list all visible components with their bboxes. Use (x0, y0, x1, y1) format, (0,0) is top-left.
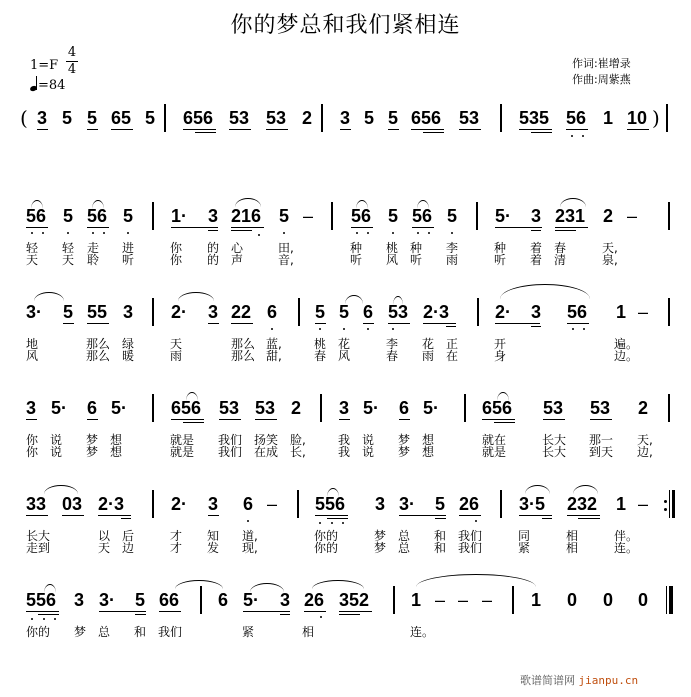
dash: – (267, 494, 278, 514)
note: 5 (364, 108, 375, 128)
note: 56 (566, 108, 587, 128)
note: 5 (435, 494, 446, 514)
note: 6 (87, 398, 98, 418)
lyric: 梦 (398, 433, 411, 447)
note: 56 (87, 206, 108, 226)
watermark-en: jianpu.cn (578, 674, 639, 687)
note: 53 (266, 108, 287, 128)
lyric: 梦 (86, 445, 99, 459)
lyric: 走 (87, 241, 100, 255)
composer: 作曲:周紫燕 (572, 73, 631, 86)
note: 2·3 (98, 494, 125, 514)
lyric: 想 (422, 433, 435, 447)
bar-line (297, 490, 299, 518)
lyric: 种 (494, 241, 507, 255)
note: 6 (363, 302, 374, 322)
lyric: 后 (122, 529, 135, 543)
note: 3 (37, 108, 48, 128)
note: 5 (135, 590, 146, 610)
note: 5· (423, 398, 440, 418)
lyric: 你 (26, 445, 39, 459)
bar-line (500, 490, 502, 518)
lyric: 道, (242, 529, 258, 543)
lyric: 的 (207, 253, 220, 267)
credits (572, 56, 631, 88)
dash: – (638, 494, 649, 514)
note: 53 (590, 398, 611, 418)
repeat-end-bar (672, 490, 675, 518)
lyric: 我们 (218, 433, 243, 447)
lyric: 总 (98, 625, 111, 639)
note: 5 (388, 108, 399, 128)
song-title: 你的梦总和我们紧相连 (230, 13, 461, 38)
note: 56 (567, 302, 588, 322)
lyric: 才 (170, 541, 183, 555)
lyric: 种 (350, 241, 363, 255)
lyric: 天 (98, 541, 111, 555)
lyric: 紧 (518, 541, 531, 555)
note: 5 (339, 302, 350, 322)
lyric: 走到 (26, 541, 51, 555)
bar-line (152, 202, 154, 230)
note: 53 (388, 302, 409, 322)
key-signature: 1=F (30, 58, 59, 73)
lyric: 天 (26, 253, 39, 267)
lyric: 发 (207, 541, 220, 555)
lyric: 着 (530, 253, 543, 267)
lyric: 那么 (231, 349, 256, 363)
lyric: 紧 (242, 625, 255, 639)
note: 1 (531, 590, 542, 610)
lyric: 李 (446, 241, 459, 255)
lyric: 暖 (122, 349, 135, 363)
lyric: 你的 (26, 625, 51, 639)
note: 3·5 (519, 494, 546, 514)
lyric: 你的 (314, 541, 339, 555)
note: 5 (388, 206, 399, 226)
lyric: 春 (386, 349, 399, 363)
note: 5· (111, 398, 128, 418)
bar-line (164, 104, 166, 132)
note: 3 (208, 206, 219, 226)
note: 232 (567, 494, 598, 514)
note: 5 (279, 206, 290, 226)
note: 1 (616, 494, 627, 514)
lyric: 说 (50, 445, 63, 459)
lyric: 我 (338, 445, 351, 459)
lyric: 和 (134, 625, 147, 639)
time-signature-top: 4 (67, 45, 77, 60)
note: 535 (519, 108, 550, 128)
note: 2 (638, 398, 649, 418)
note: 3 (26, 398, 37, 418)
dash: – (638, 302, 649, 322)
lyric: 才 (170, 529, 183, 543)
note: 26 (459, 494, 480, 514)
lyric: 你 (170, 253, 183, 267)
lyric: 轻 (26, 241, 39, 255)
lyric: 风 (26, 349, 39, 363)
note: 656 (482, 398, 513, 418)
lyric: 听 (122, 253, 135, 267)
bar-line (152, 298, 154, 326)
note: 65 (111, 108, 132, 128)
note: 5 (87, 108, 98, 128)
lyric: 扬笑 (254, 433, 279, 447)
lyric: 声 (231, 253, 244, 267)
lyric: 想 (422, 445, 435, 459)
note: 2 (291, 398, 302, 418)
lyric: 那么 (86, 337, 111, 351)
lyric: 春 (554, 241, 567, 255)
note: 53 (459, 108, 480, 128)
lyric: 边。 (614, 349, 639, 363)
lyric: 田, (278, 241, 294, 255)
lyric: 总 (398, 529, 411, 543)
lyric: 春 (314, 349, 327, 363)
lyric: 那一 (589, 433, 614, 447)
note: 656 (183, 108, 214, 128)
note: 2· (495, 302, 512, 322)
dash: – (435, 590, 446, 610)
lyric: 正 (446, 337, 459, 351)
lyric: 就是 (170, 433, 195, 447)
note: 556 (315, 494, 346, 514)
lyric: 边, (637, 445, 653, 459)
lyric: 雨 (170, 349, 183, 363)
note: 2 (302, 108, 313, 128)
note: 53 (219, 398, 240, 418)
note: 352 (339, 590, 370, 610)
note: 3 (339, 398, 350, 418)
note: 0 (603, 590, 614, 610)
bar-line (152, 490, 154, 518)
lyric: 聆 (87, 253, 100, 267)
lyric: 桃 (386, 241, 399, 255)
bar-line (152, 394, 154, 422)
note: 03 (62, 494, 83, 514)
bar-line (668, 202, 670, 230)
lyric: 清 (554, 253, 567, 267)
note: 2· (171, 494, 188, 514)
lyric: 长大 (542, 433, 567, 447)
note: 656 (171, 398, 202, 418)
lyric: 花 (422, 337, 435, 351)
lyric: 以 (98, 529, 111, 543)
dash: – (458, 590, 469, 610)
lyric: 天 (62, 253, 75, 267)
lyric: 梦 (86, 433, 99, 447)
lyric: 想 (110, 433, 123, 447)
lyric: 连。 (410, 625, 435, 639)
lyric: 音, (278, 253, 294, 267)
lyric: 现, (242, 541, 258, 555)
lyric: 绿 (122, 337, 135, 351)
bar-line (666, 104, 668, 132)
note: 3 (208, 494, 219, 514)
repeat-dot (664, 500, 667, 503)
lyric: 风 (338, 349, 351, 363)
lyric: 开 (494, 337, 507, 351)
lyric: 长, (290, 445, 306, 459)
time-signature (66, 46, 78, 77)
note: 3· (99, 590, 116, 610)
lyric: 李 (386, 337, 399, 351)
lyric: 伴。 (614, 529, 639, 543)
lyric: 我们 (458, 529, 483, 543)
note: 5· (51, 398, 68, 418)
note: 22 (231, 302, 252, 322)
lyric: 心 (231, 241, 244, 255)
watermark-cn: 歌谱简谱网 (520, 674, 575, 687)
lyric: 就在 (482, 433, 507, 447)
note: 6 (218, 590, 229, 610)
note: 6 (399, 398, 410, 418)
lyric: 遍。 (614, 337, 639, 351)
note: 5· (495, 206, 512, 226)
bar-line (476, 202, 478, 230)
lyric: 就是 (482, 445, 507, 459)
note: 5 (63, 206, 74, 226)
lyric: 花 (338, 337, 351, 351)
note: 1· (171, 206, 188, 226)
bar-line (464, 394, 466, 422)
lyric: 泉, (602, 253, 618, 267)
bar-line (320, 394, 322, 422)
note: 231 (555, 206, 586, 226)
bar-line (331, 202, 333, 230)
note: 1 (411, 590, 422, 610)
note: 5· (243, 590, 260, 610)
lyric: 风 (386, 253, 399, 267)
close-paren: ) (652, 106, 660, 130)
bar-line (298, 298, 300, 326)
lyric: 同 (518, 529, 531, 543)
note: 53 (229, 108, 250, 128)
lyric: 想 (110, 445, 123, 459)
lyric: 身 (494, 349, 507, 363)
lyric: 在 (446, 349, 459, 363)
note: 3 (531, 302, 542, 322)
bar-line (668, 298, 670, 326)
note: 3· (26, 302, 43, 322)
note: 66 (159, 590, 180, 610)
lyric: 知 (207, 529, 220, 543)
note: 3 (123, 302, 134, 322)
lyric: 总 (398, 541, 411, 555)
note: 56 (351, 206, 372, 226)
lyric: 地 (26, 337, 39, 351)
lyric: 雨 (422, 349, 435, 363)
lyric: 相 (566, 541, 579, 555)
bar-line (321, 104, 323, 132)
bar-line (666, 586, 667, 614)
note: 0 (567, 590, 578, 610)
lyric: 相 (566, 529, 579, 543)
bar-line (668, 394, 670, 422)
note: 3· (399, 494, 416, 514)
lyric: 梦 (374, 541, 387, 555)
note: 3 (375, 494, 386, 514)
lyric: 蓝, (266, 337, 282, 351)
bar-line (500, 104, 502, 132)
lyric: 着 (530, 241, 543, 255)
bar-line (477, 298, 479, 326)
final-bar (669, 586, 673, 614)
note: 2· (171, 302, 188, 322)
lyric: 梦 (398, 445, 411, 459)
lyric: 你的 (314, 529, 339, 543)
note: 5 (145, 108, 156, 128)
note: 2·3 (423, 302, 450, 322)
note: 3 (531, 206, 542, 226)
note: 56 (412, 206, 433, 226)
lyric: 就是 (170, 445, 195, 459)
lyric: 在成 (254, 445, 279, 459)
lyric: 我们 (218, 445, 243, 459)
note: 3 (340, 108, 351, 128)
note: 53 (543, 398, 564, 418)
note: 216 (231, 206, 262, 226)
lyric: 说 (362, 445, 375, 459)
lyric: 说 (362, 433, 375, 447)
lyric: 听 (350, 253, 363, 267)
lyric: 你 (26, 433, 39, 447)
note: 6 (243, 494, 254, 514)
lyric: 说 (50, 433, 63, 447)
lyric: 我 (338, 433, 351, 447)
lyric: 边 (122, 541, 135, 555)
lyric: 和 (434, 541, 447, 555)
lyric: 进 (122, 241, 135, 255)
note: 5 (123, 206, 134, 226)
bar-line (393, 586, 395, 614)
lyric: 天, (602, 241, 618, 255)
lyric: 天, (637, 433, 653, 447)
lyric: 梦 (74, 625, 87, 639)
lyric: 桃 (314, 337, 327, 351)
lyric: 长大 (26, 529, 51, 543)
lyric: 我们 (158, 625, 183, 639)
note: 3 (208, 302, 219, 322)
lyric: 到天 (589, 445, 614, 459)
lyric: 和 (434, 529, 447, 543)
lyric: 脸, (290, 433, 306, 447)
open-paren: ( (20, 106, 28, 130)
note: 53 (255, 398, 276, 418)
note: 5 (315, 302, 326, 322)
note: 1 (603, 108, 614, 128)
dash: – (627, 206, 638, 226)
lyric: 长大 (542, 445, 567, 459)
dash: – (482, 590, 493, 610)
lyric: 那么 (231, 337, 256, 351)
note: 1 (616, 302, 627, 322)
lyric: 听 (494, 253, 507, 267)
lyric: 听 (410, 253, 423, 267)
lyric: 相 (302, 625, 315, 639)
note: 0 (638, 590, 649, 610)
lyric: 天 (170, 337, 183, 351)
note: 5· (363, 398, 380, 418)
lyric: 梦 (374, 529, 387, 543)
dash: – (303, 206, 314, 226)
tempo-value: =84 (38, 78, 66, 93)
lyric: 那么 (86, 349, 111, 363)
note: 3 (74, 590, 85, 610)
time-signature-bottom: 4 (67, 62, 77, 77)
note: 656 (411, 108, 442, 128)
bar-line (512, 586, 514, 614)
note: 5 (447, 206, 458, 226)
note: 556 (26, 590, 57, 610)
note: 2 (603, 206, 614, 226)
lyric: 的 (207, 241, 220, 255)
lyricist: 作词:崔增录 (572, 57, 631, 70)
tempo-marking (30, 78, 65, 93)
note: 5 (63, 302, 74, 322)
note: 33 (26, 494, 47, 514)
lyric: 雨 (446, 253, 459, 267)
lyric: 连。 (614, 541, 639, 555)
repeat-dot (664, 508, 667, 511)
lyric: 甜, (266, 349, 282, 363)
lyric: 种 (410, 241, 423, 255)
note: 5 (62, 108, 73, 128)
watermark (520, 672, 638, 688)
bar-line (200, 586, 202, 614)
note: 6 (267, 302, 278, 322)
note: 3 (280, 590, 291, 610)
note: 55 (87, 302, 108, 322)
lyric: 轻 (62, 241, 75, 255)
note: 26 (304, 590, 325, 610)
note: 56 (26, 206, 47, 226)
bar-line (669, 490, 670, 518)
lyric: 我们 (458, 541, 483, 555)
lyric: 你 (170, 241, 183, 255)
note: 10 (627, 108, 648, 128)
